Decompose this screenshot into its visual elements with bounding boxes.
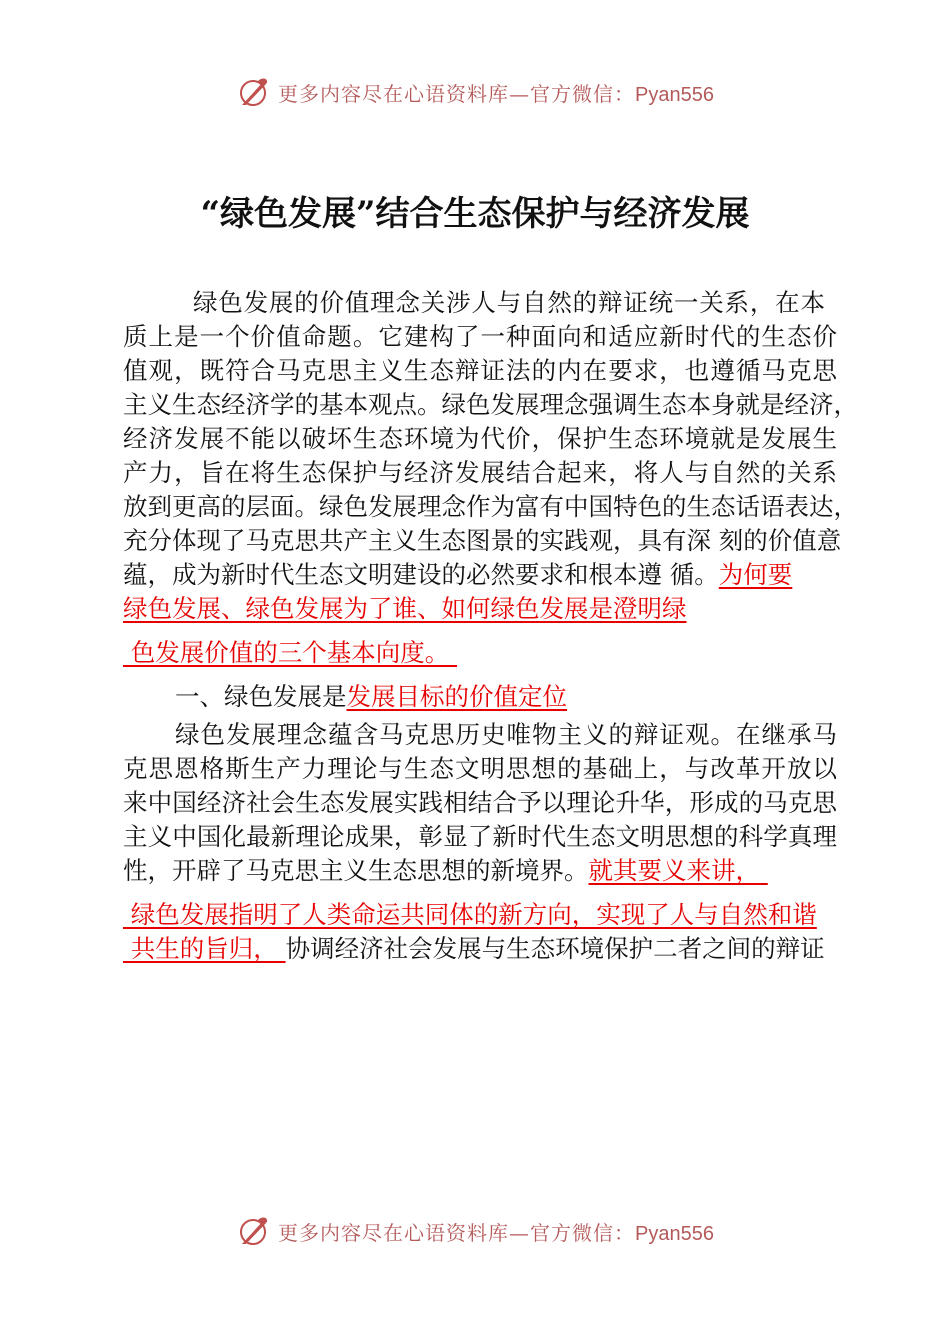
para2-line: 绿色发展理念蕴含马克思历史唯物主义的辩证观。在继承马 bbox=[175, 720, 837, 749]
para1-line: 值观，既符合马克思主义生态辩证法的内在要求，也遵循马克思 bbox=[123, 356, 837, 385]
red-underlined-text: 共生的旨归， bbox=[123, 934, 286, 963]
heading-plain-text: 一、绿色发展是 bbox=[175, 682, 347, 711]
red-underlined-text: 色发展价值的三个基本向度。 bbox=[123, 638, 458, 667]
para1-line bbox=[123, 558, 792, 592]
wechat-id: Pyan556 bbox=[635, 83, 714, 106]
heading-red-text: 发展目标的价值定位 bbox=[346, 682, 567, 711]
header-banner-text: 更多内容尽在心语资料库—官方微信：Pyan556 bbox=[278, 81, 714, 106]
para1-line: 放到更高的层面。绿色发展理念作为富有中国特色的生态话语表达， bbox=[123, 492, 858, 521]
footer-banner-text: 更多内容尽在心语资料库—官方微信：Pyan556 bbox=[278, 1220, 714, 1245]
para2-line bbox=[123, 932, 825, 966]
para2-plain-text: 性，开辟了马克思主义生态思想的新境界。 bbox=[123, 856, 589, 885]
para1-line: 充分体现了马克思共产主义生态图景的实践观，具有深 刻的价值意 bbox=[123, 526, 842, 555]
document-title: “绿色发展”结合生态保护与经济发展 bbox=[200, 194, 750, 234]
para2-line: 来中国经济社会生态发展实践相结合予以理论升华，形成的马克思 bbox=[123, 788, 837, 817]
para1-line: 经济发展不能以破坏生态环境为代价，保护生态环境就是发展生 bbox=[123, 424, 837, 453]
header-banner bbox=[0, 72, 950, 112]
para2-plain-text: 协调经济社会发展与生态环境保护二者之间的辩证 bbox=[285, 934, 825, 963]
wechat-id: Pyan556 bbox=[635, 1222, 714, 1245]
para1-line: 产力，旨在将生态保护与经济发展结合起来，将人与自然的关系 bbox=[123, 458, 837, 487]
para1-line: 主义生态经济学的基本观点。绿色发展理念强调生态本身就是经济， bbox=[123, 390, 858, 419]
para2-line bbox=[123, 854, 768, 888]
para2-line: 克思恩格斯生产力理论与生态文明思想的基础上，与改革开放以 bbox=[123, 754, 837, 783]
para1-plain-text: 蕴，成为新时代生态文明建设的必然要求和根本遵 循。 bbox=[123, 560, 719, 589]
para1-line: 质上是一个价值命题。它建构了一种面向和适应新时代的生态价 bbox=[123, 322, 837, 351]
para1-line: 绿色发展的价值理念关涉人与自然的辩证统一关系，在本 bbox=[193, 288, 825, 317]
quill-pen-logo-icon bbox=[236, 1214, 270, 1248]
section-heading-1 bbox=[175, 680, 567, 714]
red-underlined-text: 为何要 bbox=[718, 560, 793, 589]
red-underlined-text: 绿色发展、绿色发展为了谁、如何绿色发展是澄明绿 bbox=[123, 594, 687, 623]
red-underlined-text: 就其要义来讲， bbox=[588, 856, 768, 885]
quill-pen-logo-icon bbox=[236, 75, 270, 109]
red-underlined-text: 绿色发展指明了人类命运共同体的新方向，实现了人与自然和谐 bbox=[123, 900, 817, 929]
footer-banner bbox=[0, 1211, 950, 1251]
para2-line: 主义中国化最新理论成果，彰显了新时代生态文明思想的科学真理 bbox=[123, 822, 837, 851]
